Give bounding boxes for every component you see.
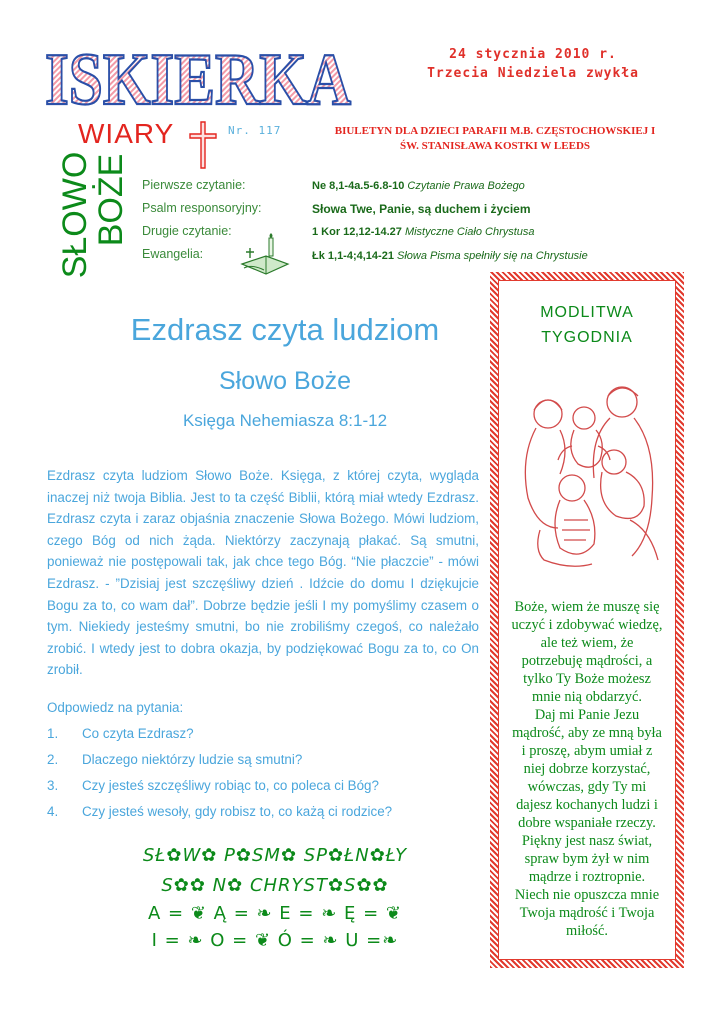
- vertical-line-1: SŁOWO: [56, 151, 94, 279]
- question-item: [47, 752, 302, 767]
- cross-icon: [188, 120, 218, 170]
- prayer-line: potrzebuję mądrości, a: [521, 653, 653, 669]
- reading-note: Słowa Pisma spełniły się na Chrystusie: [397, 250, 588, 262]
- reading-reference: [312, 250, 588, 262]
- vertical-line-2: BOŻE: [92, 153, 130, 247]
- prayer-line: mądrość, aby ze mną była: [512, 725, 662, 741]
- reading-ref: Łk 1,1-4;4,14-21: [312, 250, 394, 262]
- prayer-line: miłość.: [566, 923, 608, 939]
- question-item: [47, 804, 392, 819]
- question-item: [47, 778, 379, 793]
- prayer-text: [504, 598, 670, 940]
- question-number: 3.: [47, 778, 59, 793]
- reading-note: Czytanie Prawa Bożego: [407, 180, 525, 192]
- question-number: 1.: [47, 726, 59, 741]
- bible-candle-icon: [238, 232, 292, 278]
- reading-reference: [312, 226, 535, 238]
- question-text: Czy jesteś szczęśliwy robiąc to, co poleca ci Bóg?: [82, 778, 379, 793]
- reading-ref: Ne 8,1-4a.5-6.8-10: [312, 180, 405, 192]
- prayer-line: spraw bym żył w nim: [524, 851, 650, 867]
- bulletin-title: [306, 124, 684, 154]
- reading-label: Ewangelia:: [142, 247, 204, 261]
- puzzle-line-2: S✿✿ N✿ CHRYST✿S✿✿: [161, 875, 389, 896]
- puzzle-key-2: I = ❧ O = ❦ Ó = ❧ U =❧: [151, 930, 399, 951]
- prayer-line: Boże, wiem że muszę się: [514, 599, 660, 615]
- prayer-line: Twoja mądrość i Twoja: [519, 905, 655, 921]
- prayer-line: uczyć i zdobywać wiedzę,: [511, 617, 663, 633]
- prayer-line: Daj mi Panie Jezu: [534, 707, 640, 723]
- reading-reference: [312, 202, 531, 216]
- family-praying-illustration: [510, 380, 666, 570]
- bulletin-line-2: ŚW. STANISŁAWA KOSTKI W LEEDS: [399, 140, 591, 152]
- logo-text: ISKIERKA: [45, 39, 351, 121]
- article-body: Ezdrasz czyta ludziom Słowo Boże. Księga, z której czyta, wygląda inaczej niż twoja Biblia. Jest to ta część Biblii, którą miał wtedy Ezdrasz. Ezdrasz czyta i zaraz objaśnia znaczenie Słowa Bożego. Mówi ludziom, czego Bóg od nich żąda. Niektórzy zaczynają płakać. Są smutni, ponieważ nie postępowali tak, jak chce tego Bóg. “Nie płaczcie” - mówi Ezdrasz. - ”Dzisiaj jest szczęśliwy dzień . Idźcie do domu I dziękujcie Bogu za to, co wam dał”. Dobrze będzie jeśli I my pomyślimy czasem o tym. Niekiedy jesteśmy smutni, bo nie zrobiliśmy czegoś, co należało zrobić. I wtedy jest to dobra okazja, by podziękować Bogu za to, co On zrobił.: [47, 468, 479, 678]
- issue-date: 24 stycznia 2010 r.: [449, 47, 617, 62]
- reading-ref: 1 Kor 12,12-14.27: [312, 226, 402, 238]
- puzzle-key-1: A = ❦ Ą = ❧ E = ❧ Ę = ❦: [148, 903, 402, 924]
- bulletin-line-1: BIULETYN DLA DZIECI PARAFII M.B. CZĘSTOCHOWSKIEJ I: [334, 125, 656, 137]
- prayer-line: i proszę, abym umiał z: [521, 743, 653, 759]
- question-number: 2.: [47, 752, 59, 767]
- prayer-line: dobre wspaniałe rzeczy.: [518, 815, 656, 831]
- prayer-title-line-1: MODLITWA: [540, 304, 634, 321]
- question-text: Czy jesteś wesoły, gdy robisz to, co każą ci rodzice?: [82, 804, 393, 819]
- puzzle-line-1: SŁ✿W✿ P✿SM✿ SP✿ŁN✿ŁY: [142, 845, 408, 866]
- prayer-line: dajesz kochanych ludzi i: [516, 797, 658, 813]
- reading-label: Pierwsze czytanie:: [142, 178, 246, 192]
- slowo-boze-vertical: [40, 140, 140, 290]
- prayer-line: tylko Ty Boże możesz: [523, 671, 651, 687]
- article-title: Ezdrasz czyta ludziom: [130, 312, 440, 347]
- reading-ref: Słowa Twe, Panie, są duchem i życiem: [312, 202, 531, 216]
- prayer-line: niej dobrze korzystać,: [523, 761, 651, 777]
- prayer-line: wówczas, gdy Ty mi: [527, 779, 647, 795]
- prayer-box: [490, 272, 684, 968]
- prayer-line: Piękny jest nasz świat,: [521, 833, 653, 849]
- prayer-line: mądrze i roztropnie.: [528, 869, 646, 885]
- question-text: Co czyta Ezdrasz?: [82, 726, 194, 741]
- reading-label: Psalm responsoryjny:: [142, 201, 262, 215]
- reading-note: Mistyczne Ciało Chrystusa: [404, 226, 535, 238]
- scripture-reference: Księga Nehemiasza 8:1-12: [182, 411, 388, 430]
- question-item: [47, 726, 194, 741]
- wiary-label: WIARY: [78, 118, 175, 149]
- issue-date-block: [388, 45, 678, 83]
- answer-prompt: Odpowiedz na pytania:: [47, 700, 184, 715]
- reading-label: Drugie czytanie:: [142, 224, 232, 238]
- prayer-title-line-2: TYGODNIA: [541, 329, 633, 346]
- prayer-line: ale też wiem, że: [540, 635, 634, 651]
- issue-number: Nr. 117: [228, 124, 282, 137]
- question-number: 4.: [47, 804, 59, 819]
- reading-reference: [312, 180, 525, 192]
- question-text: Dlaczego niektórzy ludzie są smutni?: [82, 752, 303, 767]
- prayer-line: Niech nie opuszcza mnie: [514, 887, 660, 903]
- iskierka-logo: [42, 38, 354, 121]
- prayer-box-title: [498, 300, 676, 350]
- article-subtitle: Słowo Boże: [218, 367, 352, 395]
- liturgical-sunday: Trzecia Niedziela zwykła: [427, 66, 639, 81]
- prayer-line: mnie nią obdarzyć.: [532, 689, 642, 705]
